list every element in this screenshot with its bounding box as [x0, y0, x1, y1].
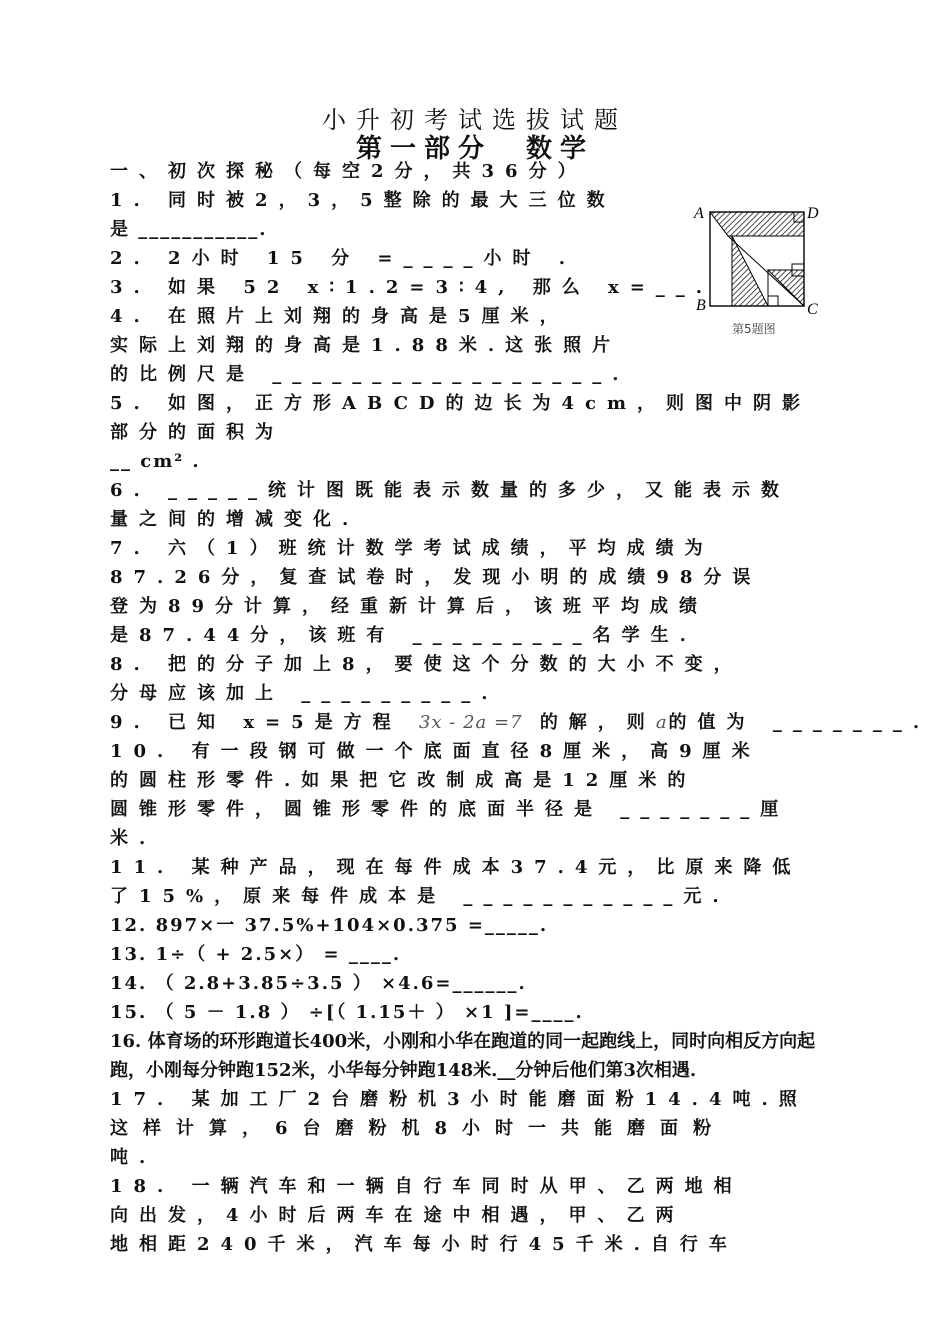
q5-line1: 5. 如图，正方形ABCD的边长为4cm，则图中阴影	[110, 393, 812, 414]
q9-part2: 的解，则	[539, 712, 656, 733]
q6-line1: 6. _____统计图既能表示数量的多少，又能表示数	[110, 480, 791, 501]
q18-line3: 地相距240千米，汽车每小时行45千米.自行车	[110, 1234, 738, 1255]
figure-caption: 第5题图	[732, 322, 776, 336]
q3: 3. 如果 52 x∶1.2=3∶4, 那么 x=__.	[110, 277, 714, 298]
q2: 2. 2小时 15 分 =____小时 .	[110, 248, 577, 269]
q1-line2: 是 ___________.	[110, 219, 268, 240]
q8-line2: 分母应该加上 _________.	[110, 683, 499, 704]
page-title: 小升初考试选拔试题	[322, 106, 628, 134]
q15: 15. （ 5 － 1.8 ） ÷[（ 1.15＋ ） ×1 ]=____.	[110, 1002, 584, 1023]
q8-line1: 8. 把的分子加上8，要使这个分数的大小不变，	[110, 654, 743, 675]
q7-line1: 7. 六（1）班统计数学考试成绩，平均成绩为	[110, 538, 714, 559]
q11-line1: 11. 某种产品，现在每件成本37.4元，比原来降低	[110, 857, 802, 878]
q9-part1: 9. 已知 x=5是方程	[110, 712, 402, 733]
page-subtitle: 第一部分 数学	[355, 134, 594, 164]
q9-part3: 的值为 _______.	[668, 712, 931, 733]
label-b: B	[696, 297, 706, 314]
q7-line3: 登为89分计算，经重新计算后，该班平均成绩	[110, 596, 709, 617]
q1-line1: 1. 同时被2，3，5整除的最大三位数	[110, 190, 616, 211]
q9-variable: a	[655, 712, 669, 733]
q10-line1: 10. 有一段钢可做一个底面直径8厘米，高9厘米	[110, 741, 761, 762]
section-heading: 一、初次探秘（每空2分，共36分）	[110, 161, 587, 182]
q7-line4: 是87.44分，该班有 _________名学生.	[110, 625, 697, 646]
q9-equation: 3x - 2a =7	[418, 712, 523, 733]
q14: 14. （ 2.8+3.85÷3.5 ） ×4.6=______.	[110, 973, 527, 994]
q4-line1: 4. 在照片上刘翔的身高是5厘米，	[110, 306, 569, 327]
q11-line2: 了15%，原来每件成本是 ___________元.	[110, 886, 730, 907]
q16-line1: 16. 体育场的环形跑道长400米，小刚和小华在跑道的同一起跑线上，同时向相反方向起	[110, 1031, 816, 1052]
square-figure	[692, 200, 822, 340]
q7-line2: 87.26分，复查试卷时，发现小明的成绩98分误	[110, 567, 762, 588]
q5-line3: __ cm² .	[110, 451, 201, 472]
label-a: A	[694, 205, 704, 222]
q17-line3: 吨.	[110, 1147, 157, 1168]
q18-line2: 向出发，4小时后两车在途中相遇，甲、乙两	[110, 1205, 685, 1226]
q12: 12. 897×一 37.5%+104×0.375 =_____.	[110, 915, 549, 936]
q16-line2: 跑，小刚每分钟跑152米，小华每分钟跑148米.__分钟后他们第3次相遇.	[110, 1060, 697, 1081]
q17-line1: 17. 某加工厂2台磨粉机3小时能磨面粉14.4吨.照	[110, 1089, 808, 1110]
q18-line1: 18. 一辆汽车和一辆自行车同时从甲、乙两地相	[110, 1176, 743, 1197]
q13: 13. 1÷（ + 2.5×） = ____.	[110, 944, 402, 965]
q6-line2: 量之间的增减变化.	[110, 509, 360, 530]
label-d: D	[807, 205, 819, 222]
q10-line2: 的圆柱形零件.如果把它改制成高是12厘米的	[110, 770, 697, 791]
q10-line3: 圆锥形零件，圆锥形零件的底面半径是 _______厘	[110, 799, 790, 820]
label-c: C	[807, 301, 818, 318]
q4-line3: 的比例尺是 _________________.	[110, 364, 630, 385]
q4-line2: 实际上刘翔的身高是1.88米.这张照片	[110, 335, 622, 356]
q10-line4: 米.	[110, 828, 157, 849]
q5-line2: 部分的面积为	[110, 422, 284, 443]
q9	[110, 711, 930, 735]
q17-line2: 这样计算，6台磨粉机8小时一共能磨面粉	[110, 1118, 727, 1139]
